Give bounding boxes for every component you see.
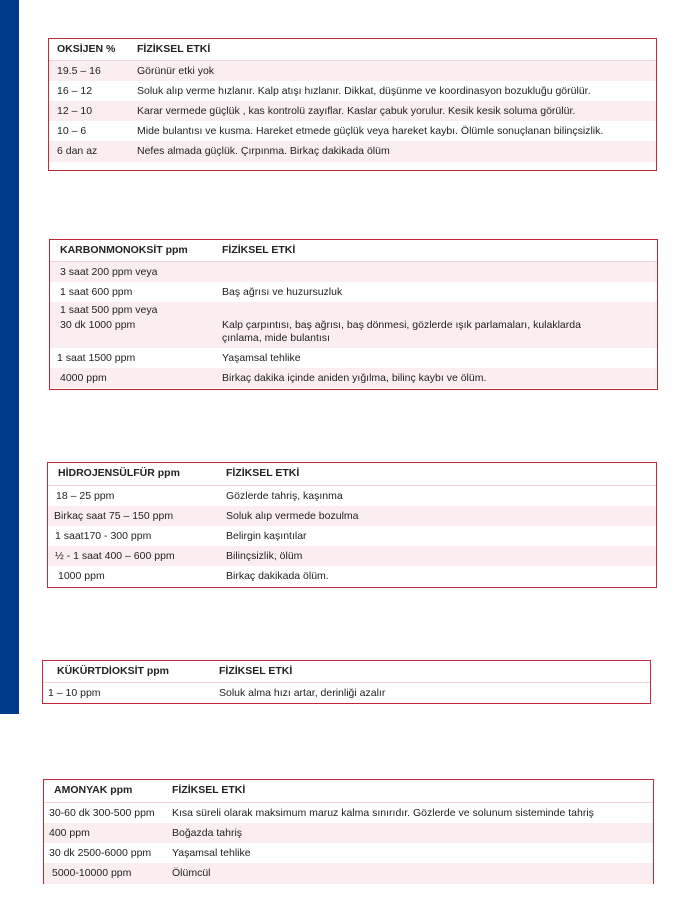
cell-effect: Ölümcül: [172, 867, 211, 879]
cell-value: 5000-10000 ppm: [52, 867, 132, 879]
header-col2: FİZİKSEL ETKİ: [172, 784, 246, 796]
table-row: [50, 262, 657, 282]
header-col1: KÜKÜRTDİOKSİT ppm: [57, 665, 169, 677]
table-header: [48, 463, 656, 486]
table-header: [50, 240, 657, 262]
cell-value: 6 dan az: [57, 145, 98, 157]
cell-effect: Nefes almada güçlük. Çırpınma. Birkaç dakikada ölüm: [137, 145, 390, 157]
table-row: [50, 302, 657, 318]
table-row: [48, 566, 656, 588]
cell-effect: Görünür etki yok: [137, 65, 215, 77]
cell-value: 30 dk 1000 ppm: [60, 319, 136, 331]
cell-effect: Yaşamsal tehlike: [222, 352, 301, 364]
cell-effect: Mide bulantısı ve kusma. Hareket etmede güçlük veya hareket kaybı. Ölümle sonuçlanan bilinçsizlik.: [137, 125, 604, 137]
table-row: [49, 121, 656, 141]
cell-value: 1 saat 500 ppm veya: [60, 304, 158, 316]
cell-effect: Soluk alma hızı artar, derinliği azalır: [219, 687, 386, 699]
ammonia-table: [43, 779, 654, 884]
header-col2: FİZİKSEL ETKİ: [226, 467, 300, 479]
cell-effect: Kısa süreli olarak maksimum maruz kalma sınırıdır. Gözlerde ve solunum sisteminde tahriş: [172, 807, 594, 819]
table-row: [44, 823, 653, 843]
table-row: [49, 141, 656, 162]
table-row: [49, 61, 656, 81]
cell-value: 1000 ppm: [58, 570, 105, 582]
table-row: [49, 81, 656, 101]
cell-value: 1 saat 600 ppm: [60, 286, 133, 298]
cell-value: 1 saat170 - 300 ppm: [55, 530, 152, 542]
cell-value: 1 – 10 ppm: [48, 687, 101, 699]
cell-value: 30 dk 2500-6000 ppm: [49, 847, 152, 859]
table-row: [48, 526, 656, 546]
table-row: [50, 318, 657, 348]
table-header: [49, 39, 656, 61]
cell-value: 1 saat 1500 ppm: [57, 352, 136, 364]
table-row: [48, 546, 656, 566]
hydrogen-sulfide-table: [47, 462, 657, 588]
cell-effect: Baş ağrısı ve huzursuzluk: [222, 286, 343, 298]
table-row: [43, 683, 650, 704]
cell-effect: Boğazda tahriş: [172, 827, 243, 839]
cell-effect: Birkaç dakika içinde aniden yığılma, bilinç kaybı ve ölüm.: [222, 372, 487, 384]
left-sidebar-stripe: [0, 0, 19, 714]
cell-effect: Soluk alıp vermede bozulma: [226, 510, 359, 522]
cell-effect: Yaşamsal tehlike: [172, 847, 251, 859]
cell-effect: Kalp çarpıntısı, baş ağrısı, baş dönmesi, gözlerde ışık parlamaları, kulaklarda çınlama, mide bulantısı: [222, 319, 581, 344]
header-col1: AMONYAK ppm: [54, 784, 133, 796]
cell-value: 4000 ppm: [60, 372, 107, 384]
header-col2: FİZİKSEL ETKİ: [137, 43, 211, 55]
header-col2: FİZİKSEL ETKİ: [222, 244, 296, 256]
table-row: [49, 101, 656, 121]
table-row: [44, 863, 653, 884]
cell-value: 18 – 25 ppm: [56, 490, 115, 502]
header-col2: FİZİKSEL ETKİ: [219, 665, 293, 677]
cell-effect: Belirgin kaşıntılar: [226, 530, 307, 542]
cell-effect: Gözlerde tahriş, kaşınma: [226, 490, 343, 502]
cell-effect: Birkaç dakikada ölüm.: [226, 570, 329, 582]
cell-effect: Soluk alıp verme hızlanır. Kalp atışı hızlanır. Dikkat, düşünme ve koordinasyon bozukluğu görülür.: [137, 85, 591, 97]
cell-value: 400 ppm: [49, 827, 90, 839]
oxygen-table: [48, 38, 657, 171]
cell-value: 3 saat 200 ppm veya: [60, 266, 158, 278]
cell-value: 12 – 10: [57, 105, 93, 117]
table-row: [44, 803, 653, 823]
carbon-monoxide-table: [49, 239, 658, 390]
cell-value: 10 – 6: [57, 125, 87, 137]
sulfur-dioxide-table: [42, 660, 651, 704]
cell-value: 30-60 dk 300-500 ppm: [49, 807, 155, 819]
table-row: [44, 843, 653, 863]
table-header: [44, 780, 653, 803]
cell-effect: Karar vermede güçlük , kas kontrolü zayıflar. Kaslar çabuk yorulur. Kesik kesik soluma görülür.: [137, 105, 576, 117]
cell-value: ½ - 1 saat 400 – 600 ppm: [55, 550, 175, 562]
table-row: [50, 368, 657, 388]
header-col1: OKSİJEN %: [57, 43, 116, 55]
cell-value: 16 – 12: [57, 85, 93, 97]
header-col1: KARBONMONOKSİT ppm: [60, 244, 188, 256]
table-header: [43, 661, 650, 683]
table-row: [50, 348, 657, 368]
cell-value: Birkaç saat 75 – 150 ppm: [54, 510, 174, 522]
table-row: [50, 282, 657, 302]
table-row: [48, 486, 656, 506]
header-col1: HİDROJENSÜLFÜR ppm: [58, 467, 180, 479]
cell-effect: Bilinçsizlik, ölüm: [226, 550, 303, 562]
table-row: [48, 506, 656, 526]
cell-value: 19.5 – 16: [57, 65, 101, 77]
